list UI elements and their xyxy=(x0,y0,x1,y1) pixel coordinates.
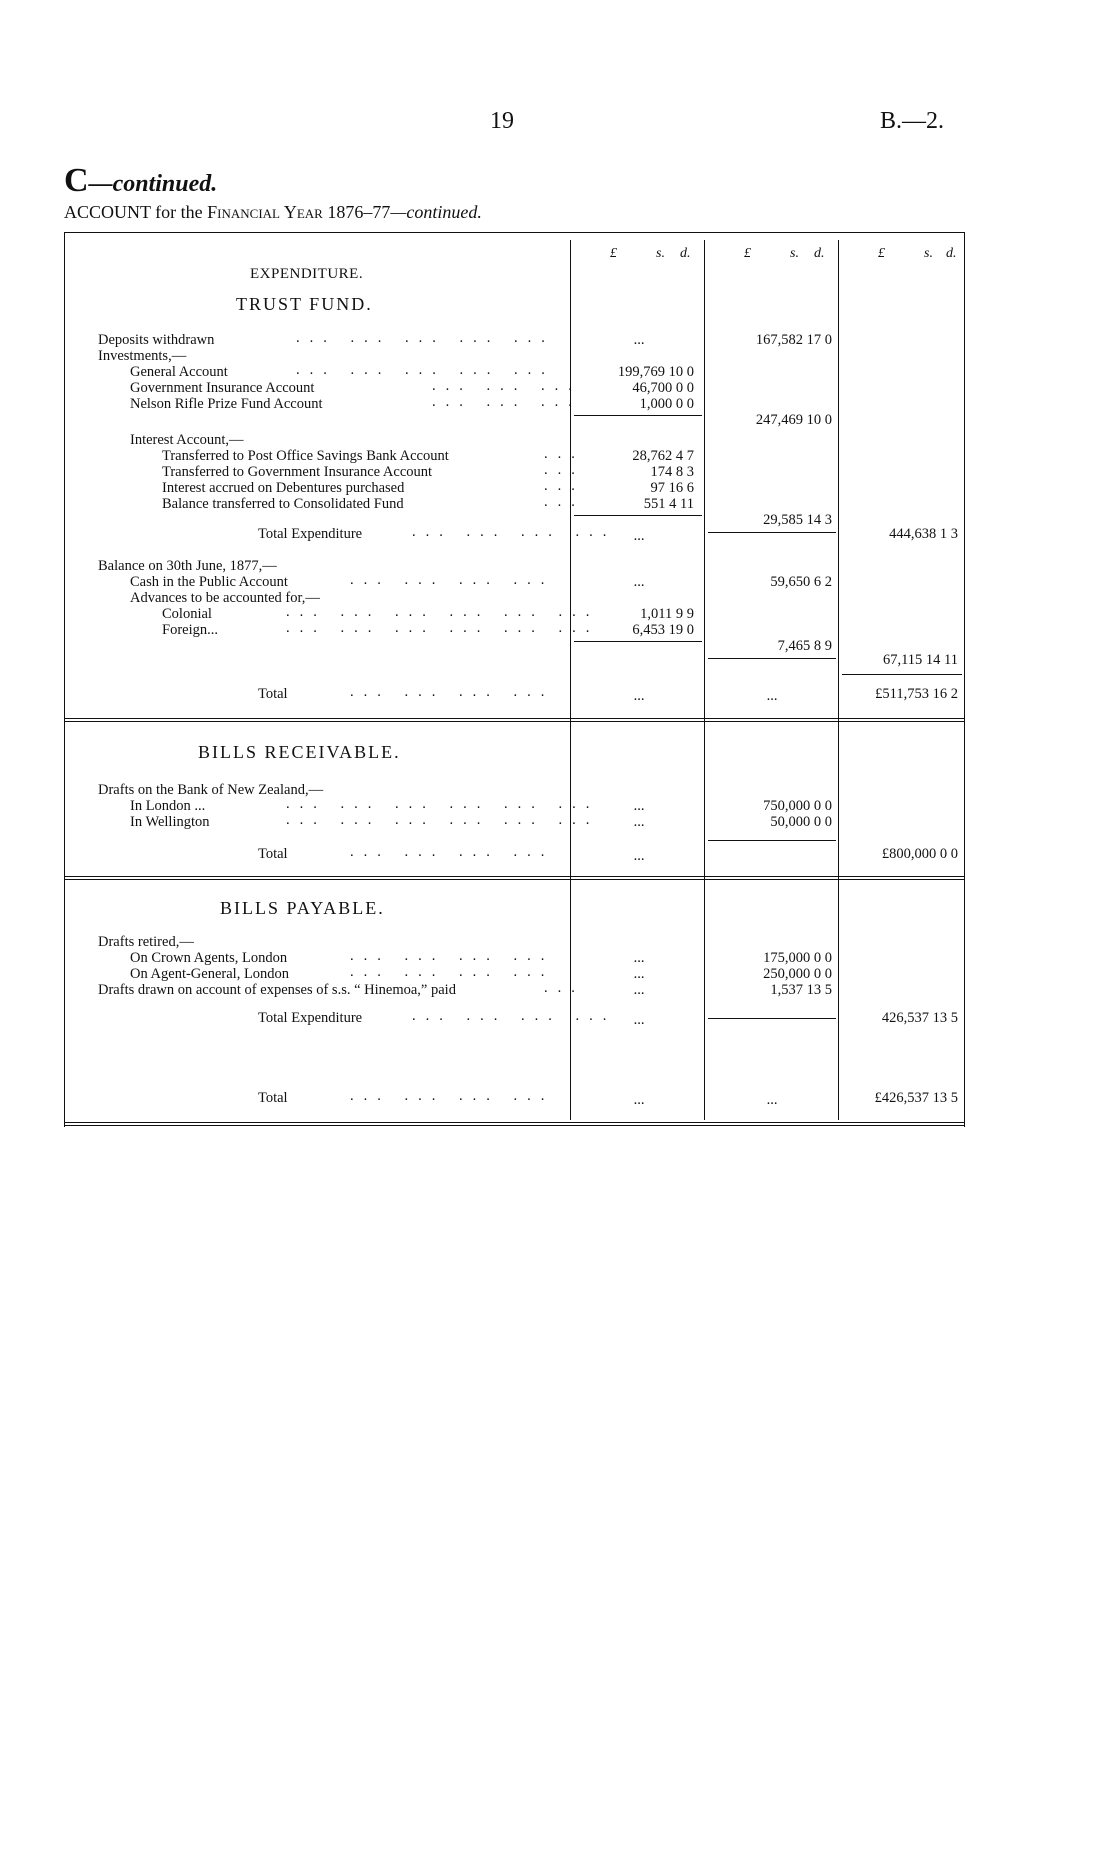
dot-leader: ... ... ... ... xyxy=(350,964,555,980)
dot-leader: ... xyxy=(544,494,585,510)
row-col2: 167,582 17 0 xyxy=(755,332,832,348)
row-col2: ... xyxy=(766,688,778,704)
dot-leader: ... ... ... ... xyxy=(350,684,555,700)
section-divider xyxy=(64,876,964,880)
row-label: Transferred to Government Insurance Account xyxy=(162,464,433,480)
section-continued: —continued. xyxy=(88,171,218,197)
section-letter: C xyxy=(64,162,89,199)
row-col1: ... xyxy=(633,798,645,814)
subtotal-rule xyxy=(708,1018,836,1019)
row-col2: 50,000 0 0 xyxy=(770,814,832,830)
row-col1: 46,700 0 0 xyxy=(632,380,694,396)
row-col3: 426,537 13 5 xyxy=(881,1010,958,1026)
row-label: Deposits withdrawn xyxy=(98,332,215,348)
row-col3: £511,753 16 2 xyxy=(875,686,958,702)
row-label: Drafts drawn on account of expenses of s.s. “ Hinemoa,” paid xyxy=(98,982,456,998)
column-rule-2 xyxy=(704,240,705,1120)
row-label: Investments,— xyxy=(98,348,187,364)
col2-pence: d. xyxy=(814,246,825,261)
row-col1: 28,762 4 7 xyxy=(632,448,694,464)
row-col2: 750,000 0 0 xyxy=(763,798,832,814)
account-title xyxy=(64,202,482,223)
dot-leader: ... ... ... ... xyxy=(350,1088,555,1104)
col1-pound: £ xyxy=(610,246,617,261)
bills-receivable-title: BILLS RECEIVABLE. xyxy=(198,742,401,762)
account-title-lead: ACCOUNT for the xyxy=(64,202,208,222)
row-col1: ... xyxy=(633,332,645,348)
row-label: Drafts on the Bank of New Zealand,— xyxy=(98,782,324,798)
row-col1: ... xyxy=(633,688,645,704)
dot-leader: ... ... ... ... ... xyxy=(296,362,555,378)
col3-pound: £ xyxy=(878,246,885,261)
account-title-year: 1876–77 xyxy=(322,202,391,222)
row-label: In London ... xyxy=(130,798,206,814)
account-title-tail: —continued. xyxy=(390,202,482,222)
row-col2: 250,000 0 0 xyxy=(763,966,832,982)
bills-payable-title: BILLS PAYABLE. xyxy=(220,898,385,918)
col2-shilling: s. xyxy=(790,246,799,261)
row-col1: 1,011 9 9 xyxy=(640,606,694,622)
row-label: General Account xyxy=(130,364,228,380)
dot-leader: ... ... ... ... xyxy=(412,524,617,540)
row-col1: ... xyxy=(633,528,645,544)
subtotal-rule xyxy=(708,840,836,841)
page-number: 19 xyxy=(490,108,514,134)
row-label: Advances to be accounted for,— xyxy=(130,590,320,606)
row-label: Interest accrued on Debentures purchased xyxy=(162,480,405,496)
table-left-rule xyxy=(64,232,65,1127)
row-col1: 1,000 0 0 xyxy=(639,396,694,412)
row-label: Balance transferred to Consolidated Fund xyxy=(162,496,404,512)
column-rule-3 xyxy=(838,240,839,1120)
subtotal-rule xyxy=(708,532,836,533)
table-top-rule xyxy=(64,232,964,233)
row-label: Government Insurance Account xyxy=(130,380,315,396)
expenditure-table xyxy=(64,232,964,1128)
row-col1: 174 8 3 xyxy=(650,464,694,480)
account-title-caps: Financial Year xyxy=(207,202,323,222)
dot-leader: ... ... ... ... xyxy=(350,572,555,588)
row-col1: 199,769 10 0 xyxy=(617,364,694,380)
col1-pence: d. xyxy=(680,246,691,261)
row-col2: 59,650 6 2 xyxy=(770,574,832,590)
subtotal-rule xyxy=(574,415,702,416)
col2-pound: £ xyxy=(744,246,751,261)
row-label: Drafts retired,— xyxy=(98,934,194,950)
row-label: On Crown Agents, London xyxy=(130,950,288,966)
row-col1: ... xyxy=(633,950,645,966)
row-label: Total Expenditure xyxy=(258,526,363,542)
row-col3: 444,638 1 3 xyxy=(889,526,958,542)
row-col2: 1,537 13 5 xyxy=(770,982,832,998)
col3-shilling: s. xyxy=(924,246,933,261)
subtotal-rule xyxy=(842,674,962,675)
row-label: Total xyxy=(258,846,288,862)
section-heading xyxy=(64,162,217,200)
dot-leader: ... ... ... ... ... xyxy=(296,330,555,346)
row-col3: £800,000 0 0 xyxy=(881,846,958,862)
row-label: Nelson Rifle Prize Fund Account xyxy=(130,396,323,412)
row-label: Foreign... xyxy=(162,622,218,638)
dot-leader: ... ... ... ... ... ... xyxy=(286,604,600,620)
table-right-rule xyxy=(964,232,965,1127)
row-col2: 7,465 8 9 xyxy=(777,638,832,654)
row-col1: 97 16 6 xyxy=(650,480,694,496)
document-reference: B.—2. xyxy=(879,108,944,134)
col1-shilling: s. xyxy=(656,246,665,261)
row-col1: ... xyxy=(633,814,645,830)
table-bottom-rule xyxy=(64,1122,964,1126)
dot-leader: ... ... ... ... xyxy=(350,844,555,860)
row-label: On Agent-General, London xyxy=(130,966,290,982)
row-col1: ... xyxy=(633,1012,645,1028)
dot-leader: ... ... ... xyxy=(432,394,582,410)
dot-leader: ... xyxy=(544,446,585,462)
row-label: Interest Account,— xyxy=(130,432,244,448)
dot-leader: ... xyxy=(544,462,585,478)
row-col1: ... xyxy=(633,966,645,982)
row-col2: ... xyxy=(766,1092,778,1108)
row-col2: 247,469 10 0 xyxy=(755,412,832,428)
section-divider xyxy=(64,718,964,722)
row-col2: 29,585 14 3 xyxy=(763,512,832,528)
row-col1: ... xyxy=(633,848,645,864)
row-col1: ... xyxy=(633,982,645,998)
dot-leader: ... xyxy=(544,478,585,494)
row-label: In Wellington xyxy=(130,814,210,830)
row-col1: 6,453 19 0 xyxy=(632,622,694,638)
subtotal-rule xyxy=(708,658,836,659)
row-col3: £426,537 13 5 xyxy=(874,1090,958,1106)
dot-leader: ... ... ... xyxy=(432,378,582,394)
row-col1: 551 4 11 xyxy=(643,496,694,512)
subtotal-rule xyxy=(574,515,702,516)
dot-leader: ... ... ... ... ... ... xyxy=(286,620,600,636)
row-col3: 67,115 14 11 xyxy=(882,652,958,668)
row-col2: 175,000 0 0 xyxy=(763,950,832,966)
subtotal-rule xyxy=(574,641,702,642)
dot-leader: ... ... ... ... ... ... xyxy=(286,812,600,828)
dot-leader: ... ... ... ... ... ... xyxy=(286,796,600,812)
row-label: Total xyxy=(258,1090,288,1106)
row-label: Transferred to Post Office Savings Bank Account xyxy=(162,448,449,464)
trust-fund-title: TRUST FUND. xyxy=(236,294,373,314)
row-label: Balance on 30th June, 1877,— xyxy=(98,558,277,574)
row-label: Colonial xyxy=(162,606,212,622)
col3-pence: d. xyxy=(946,246,957,261)
row-label: Total xyxy=(258,686,288,702)
dot-leader: ... ... ... ... xyxy=(350,948,555,964)
expenditure-header: EXPENDITURE. xyxy=(250,266,364,282)
row-label: Total Expenditure xyxy=(258,1010,363,1026)
dot-leader: ... ... ... ... xyxy=(412,1008,617,1024)
row-label: Cash in the Public Account xyxy=(130,574,288,590)
row-col1: ... xyxy=(633,1092,645,1108)
dot-leader: ... xyxy=(544,980,585,996)
row-col1: ... xyxy=(633,574,645,590)
